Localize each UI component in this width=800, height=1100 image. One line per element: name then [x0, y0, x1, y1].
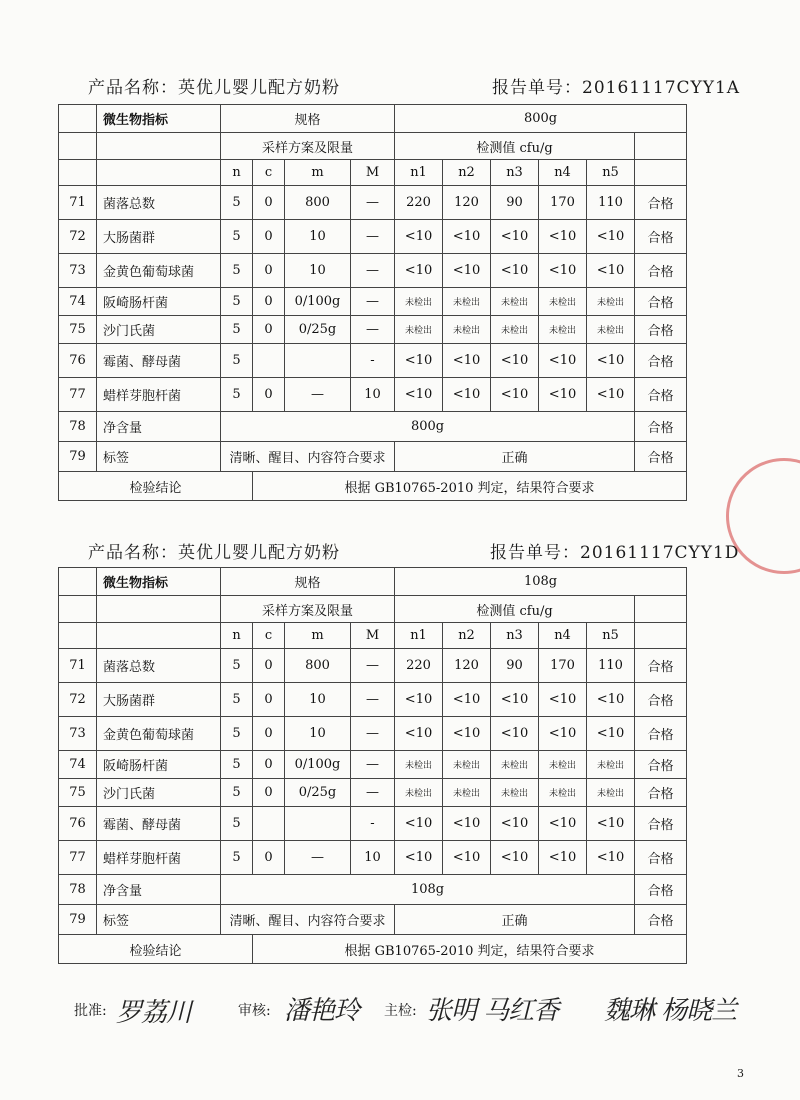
measured-value: 90: [491, 186, 539, 220]
measured-value: 未检出: [491, 288, 539, 316]
label-value: 正确: [395, 442, 635, 472]
label-requirement: 清晰、醒目、内容符合要求: [221, 905, 395, 935]
result-cell: 合格: [635, 288, 687, 316]
measured-value: 未检出: [491, 751, 539, 779]
item-number: 73: [59, 717, 97, 751]
column-header: n1: [395, 160, 443, 186]
measured-value: <10: [491, 807, 539, 841]
measured-value: <10: [539, 344, 587, 378]
measured-value: 220: [395, 649, 443, 683]
value-n: 5: [221, 779, 253, 807]
table-row: [59, 378, 687, 412]
conclusion-label: 检验结论: [59, 472, 253, 501]
column-header: n1: [395, 623, 443, 649]
value-c: 0: [253, 254, 285, 288]
table-row: [59, 935, 687, 964]
table-row: [59, 905, 687, 935]
measured-value: <10: [395, 220, 443, 254]
column-header: n4: [539, 623, 587, 649]
result-cell: 合格: [635, 875, 687, 905]
measured-value: <10: [587, 683, 635, 717]
value-n: 5: [221, 316, 253, 344]
measured-value: <10: [443, 378, 491, 412]
measured-value: 未检出: [491, 779, 539, 807]
table-row: [59, 623, 687, 649]
value-n: 5: [221, 254, 253, 288]
blank-cell: [59, 596, 97, 623]
table-row: [59, 472, 687, 501]
measured-value: 未检出: [491, 316, 539, 344]
item-name: 阪崎肠杆菌: [97, 288, 221, 316]
report-number: 报告单号：20161117CYY1A: [492, 78, 741, 98]
column-header: c: [253, 623, 285, 649]
label-requirement: 清晰、醒目、内容符合要求: [221, 442, 395, 472]
result-cell: 合格: [635, 717, 687, 751]
item-number: 75: [59, 316, 97, 344]
item-name: 阪崎肠杆菌: [97, 751, 221, 779]
measured-value: 未检出: [539, 316, 587, 344]
value-c: 0: [253, 220, 285, 254]
column-header: m: [285, 623, 351, 649]
net-content-value: 800g: [221, 412, 635, 442]
page-number: 3: [737, 1067, 744, 1080]
measured-value: <10: [587, 841, 635, 875]
item-number: 77: [59, 378, 97, 412]
value-m: 10: [285, 717, 351, 751]
value-c: 0: [253, 649, 285, 683]
value-M: -: [351, 344, 395, 378]
measured-value: <10: [443, 683, 491, 717]
measured-value: <10: [587, 344, 635, 378]
blank-cell: [59, 623, 97, 649]
value-c: 0: [253, 779, 285, 807]
table-row: [59, 316, 687, 344]
measured-value: 未检出: [443, 288, 491, 316]
value-M: —: [351, 683, 395, 717]
header-indicator: 微生物指标: [97, 568, 221, 596]
additional-signatures: 魏琳 杨晓兰: [604, 996, 737, 1026]
item-number: 76: [59, 807, 97, 841]
value-n: 5: [221, 649, 253, 683]
value-c: 0: [253, 683, 285, 717]
measured-value: <10: [395, 841, 443, 875]
item-name: 标签: [97, 905, 221, 935]
value-c: 0: [253, 751, 285, 779]
value-c: 0: [253, 316, 285, 344]
value-m: 800: [285, 186, 351, 220]
item-name: 霉菌、酵母菌: [97, 807, 221, 841]
value-m: 0/100g: [285, 288, 351, 316]
measured-value: 未检出: [395, 779, 443, 807]
value-c: 0: [253, 378, 285, 412]
item-name: 菌落总数: [97, 649, 221, 683]
column-header: n4: [539, 160, 587, 186]
value-c: 0: [253, 841, 285, 875]
measured-value: <10: [587, 220, 635, 254]
measured-value: <10: [395, 254, 443, 288]
label-value: 正确: [395, 905, 635, 935]
signature-row: [0, 990, 800, 1040]
header-spec: 规格: [221, 105, 395, 133]
item-name: 蜡样芽胞杆菌: [97, 841, 221, 875]
value-M: —: [351, 316, 395, 344]
table-row: [59, 841, 687, 875]
measured-value: <10: [539, 220, 587, 254]
value-M: —: [351, 649, 395, 683]
conclusion-label: 检验结论: [59, 935, 253, 964]
value-M: 10: [351, 378, 395, 412]
item-name: 标签: [97, 442, 221, 472]
item-number: 76: [59, 344, 97, 378]
value-n: 5: [221, 288, 253, 316]
value-n: 5: [221, 344, 253, 378]
conclusion-text: 根据 GB10765-2010 判定，结果符合要求: [253, 472, 687, 501]
value-M: —: [351, 717, 395, 751]
blank-cell: [59, 160, 97, 186]
item-number: 78: [59, 412, 97, 442]
table-row: [59, 288, 687, 316]
measured-value: <10: [395, 717, 443, 751]
result-cell: 合格: [635, 751, 687, 779]
red-seal-stamp: [713, 445, 800, 587]
measured-value: 未检出: [539, 779, 587, 807]
table-row: [59, 751, 687, 779]
table-row: [59, 442, 687, 472]
value-n: 5: [221, 841, 253, 875]
column-header: n3: [491, 623, 539, 649]
measured-value: 220: [395, 186, 443, 220]
measured-value: 未检出: [395, 751, 443, 779]
result-cell: 合格: [635, 649, 687, 683]
measured-value: 未检出: [443, 779, 491, 807]
value-M: —: [351, 779, 395, 807]
blank-cell: [97, 623, 221, 649]
table-row: [59, 568, 687, 596]
column-header: n5: [587, 160, 635, 186]
table-row: [59, 254, 687, 288]
blank-cell: [97, 133, 221, 160]
header-spec-value: 108g: [395, 568, 687, 596]
value-n: 5: [221, 807, 253, 841]
blank-cell: [635, 596, 687, 623]
measured-value: 未检出: [395, 316, 443, 344]
column-header: M: [351, 623, 395, 649]
value-m: 10: [285, 254, 351, 288]
item-number: 74: [59, 288, 97, 316]
measured-value: <10: [443, 717, 491, 751]
result-cell: 合格: [635, 186, 687, 220]
header-indicator: 微生物指标: [97, 105, 221, 133]
item-name: 大肠菌群: [97, 683, 221, 717]
table-row: [59, 779, 687, 807]
measured-value: <10: [443, 807, 491, 841]
measured-value: 未检出: [443, 316, 491, 344]
item-name: 净含量: [97, 875, 221, 905]
result-cell: 合格: [635, 779, 687, 807]
measured-value: 未检出: [539, 751, 587, 779]
review-signature: 潘艳玲: [284, 996, 360, 1026]
header-measured: 检测值 cfu/g: [395, 133, 635, 160]
measured-value: 未检出: [587, 779, 635, 807]
result-cell: 合格: [635, 412, 687, 442]
value-c: [253, 807, 285, 841]
value-n: 5: [221, 683, 253, 717]
micro-table-1: [58, 104, 687, 501]
value-M: —: [351, 751, 395, 779]
value-m: —: [285, 378, 351, 412]
value-n: 5: [221, 751, 253, 779]
measured-value: <10: [395, 683, 443, 717]
measured-value: <10: [395, 807, 443, 841]
report-number: 报告单号：20161117CYY1D: [490, 543, 740, 563]
inspector-label: 主检:: [384, 1003, 417, 1019]
table-row: [59, 875, 687, 905]
column-header: M: [351, 160, 395, 186]
item-number: 72: [59, 683, 97, 717]
value-m: 0/25g: [285, 779, 351, 807]
value-c: 0: [253, 288, 285, 316]
measured-value: <10: [587, 378, 635, 412]
value-c: 0: [253, 717, 285, 751]
table-row: [59, 160, 687, 186]
measured-value: <10: [395, 344, 443, 378]
column-header: n: [221, 160, 253, 186]
header-measured: 检测值 cfu/g: [395, 596, 635, 623]
item-name: 沙门氏菌: [97, 316, 221, 344]
item-number: 71: [59, 649, 97, 683]
item-number: 77: [59, 841, 97, 875]
value-m: —: [285, 841, 351, 875]
net-content-value: 108g: [221, 875, 635, 905]
value-n: 5: [221, 220, 253, 254]
measured-value: <10: [491, 344, 539, 378]
measured-value: 90: [491, 649, 539, 683]
table-row: [59, 133, 687, 160]
value-m: [285, 344, 351, 378]
column-header: n2: [443, 623, 491, 649]
value-m: 10: [285, 220, 351, 254]
blank-cell: [59, 133, 97, 160]
value-n: 5: [221, 186, 253, 220]
item-number: 79: [59, 442, 97, 472]
measured-value: <10: [491, 254, 539, 288]
measured-value: 未检出: [587, 316, 635, 344]
table-row: [59, 649, 687, 683]
measured-value: 120: [443, 186, 491, 220]
header-spec: 规格: [221, 568, 395, 596]
value-M: -: [351, 807, 395, 841]
value-M: —: [351, 220, 395, 254]
column-header: n3: [491, 160, 539, 186]
result-cell: 合格: [635, 254, 687, 288]
blank-cell: [635, 623, 687, 649]
result-cell: 合格: [635, 344, 687, 378]
measured-value: <10: [443, 344, 491, 378]
measured-value: 170: [539, 649, 587, 683]
value-n: 5: [221, 717, 253, 751]
measured-value: <10: [539, 841, 587, 875]
measured-value: 110: [587, 186, 635, 220]
measured-value: <10: [587, 807, 635, 841]
micro-table-2: [58, 567, 687, 964]
measured-value: <10: [539, 254, 587, 288]
measured-value: 未检出: [587, 288, 635, 316]
result-cell: 合格: [635, 220, 687, 254]
measured-value: <10: [539, 807, 587, 841]
review-label: 审核:: [238, 1003, 271, 1019]
value-M: —: [351, 288, 395, 316]
item-name: 蜡样芽胞杆菌: [97, 378, 221, 412]
measured-value: <10: [443, 254, 491, 288]
item-number: 78: [59, 875, 97, 905]
measured-value: <10: [539, 717, 587, 751]
measured-value: <10: [491, 683, 539, 717]
item-number: 71: [59, 186, 97, 220]
blank-cell: [635, 160, 687, 186]
product-name: 产品名称：英优儿婴儿配方奶粉: [88, 78, 340, 98]
item-number: 74: [59, 751, 97, 779]
value-m: 800: [285, 649, 351, 683]
value-M: —: [351, 254, 395, 288]
column-header: m: [285, 160, 351, 186]
inspector-signatures: 张明 马红香: [426, 996, 559, 1026]
result-cell: 合格: [635, 378, 687, 412]
item-name: 菌落总数: [97, 186, 221, 220]
table-row: [59, 412, 687, 442]
blank-cell: [59, 105, 97, 133]
product-name: 产品名称：英优儿婴儿配方奶粉: [88, 543, 340, 563]
measured-value: <10: [443, 220, 491, 254]
value-c: 0: [253, 186, 285, 220]
measured-value: 未检出: [539, 288, 587, 316]
table-row: [59, 683, 687, 717]
measured-value: <10: [587, 254, 635, 288]
measured-value: 未检出: [587, 751, 635, 779]
result-cell: 合格: [635, 807, 687, 841]
header-sampling: 采样方案及限量: [221, 133, 395, 160]
measured-value: <10: [443, 841, 491, 875]
value-m: 0/100g: [285, 751, 351, 779]
header-sampling: 采样方案及限量: [221, 596, 395, 623]
blank-cell: [59, 568, 97, 596]
column-header: n2: [443, 160, 491, 186]
value-m: 10: [285, 683, 351, 717]
column-header: c: [253, 160, 285, 186]
conclusion-text: 根据 GB10765-2010 判定，结果符合要求: [253, 935, 687, 964]
result-cell: 合格: [635, 841, 687, 875]
approve-label: 批准:: [74, 1003, 107, 1019]
table-row: [59, 220, 687, 254]
result-cell: 合格: [635, 683, 687, 717]
measured-value: <10: [491, 841, 539, 875]
measured-value: 170: [539, 186, 587, 220]
value-M: 10: [351, 841, 395, 875]
table-row: [59, 717, 687, 751]
measured-value: 未检出: [395, 288, 443, 316]
measured-value: 120: [443, 649, 491, 683]
item-number: 72: [59, 220, 97, 254]
measured-value: <10: [491, 378, 539, 412]
column-header: n5: [587, 623, 635, 649]
table-row: [59, 807, 687, 841]
item-name: 金黄色葡萄球菌: [97, 254, 221, 288]
measured-value: <10: [587, 717, 635, 751]
item-name: 金黄色葡萄球菌: [97, 717, 221, 751]
blank-cell: [97, 160, 221, 186]
result-cell: 合格: [635, 316, 687, 344]
table-row: [59, 105, 687, 133]
measured-value: <10: [539, 378, 587, 412]
value-m: 0/25g: [285, 316, 351, 344]
value-n: 5: [221, 378, 253, 412]
result-cell: 合格: [635, 442, 687, 472]
item-name: 净含量: [97, 412, 221, 442]
column-header: n: [221, 623, 253, 649]
measured-value: <10: [491, 717, 539, 751]
measured-value: 110: [587, 649, 635, 683]
value-c: [253, 344, 285, 378]
item-name: 霉菌、酵母菌: [97, 344, 221, 378]
measured-value: 未检出: [443, 751, 491, 779]
measured-value: <10: [539, 683, 587, 717]
approve-signature: 罗荔川: [116, 998, 192, 1028]
value-m: [285, 807, 351, 841]
table-row: [59, 344, 687, 378]
item-number: 73: [59, 254, 97, 288]
table-row: [59, 186, 687, 220]
item-name: 大肠菌群: [97, 220, 221, 254]
blank-cell: [635, 133, 687, 160]
item-number: 79: [59, 905, 97, 935]
measured-value: <10: [395, 378, 443, 412]
item-name: 沙门氏菌: [97, 779, 221, 807]
table-row: [59, 596, 687, 623]
measured-value: <10: [491, 220, 539, 254]
header-spec-value: 800g: [395, 105, 687, 133]
value-M: —: [351, 186, 395, 220]
item-number: 75: [59, 779, 97, 807]
result-cell: 合格: [635, 905, 687, 935]
blank-cell: [97, 596, 221, 623]
